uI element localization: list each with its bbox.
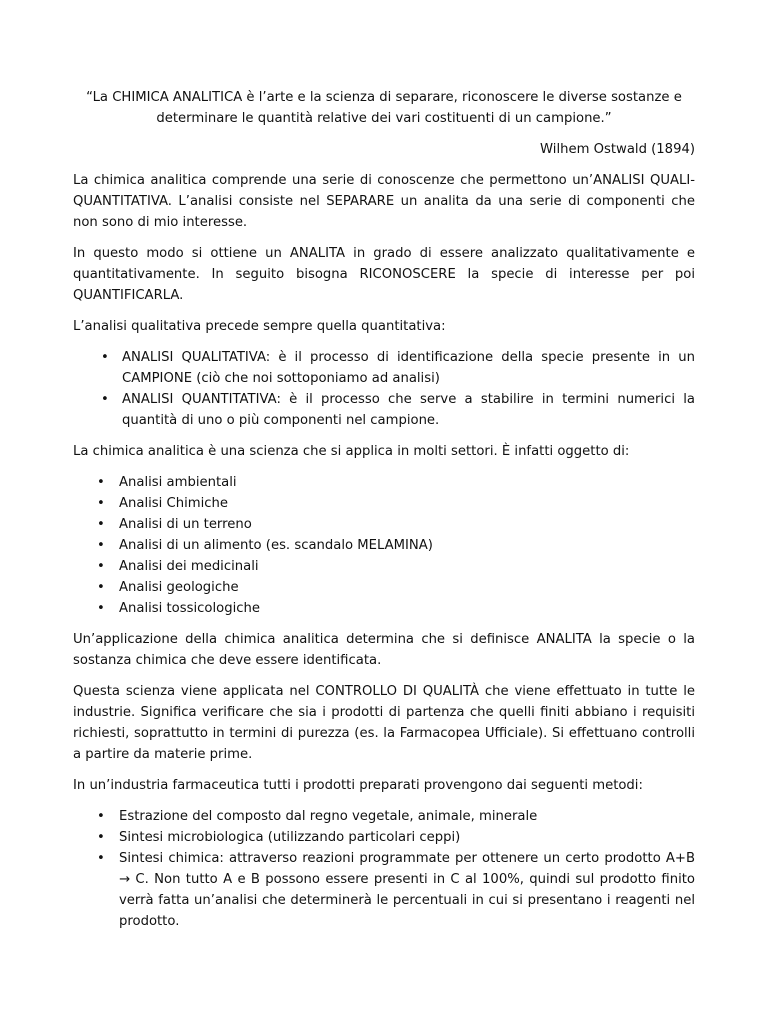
list-item-text: Sintesi microbiologica (utilizzando particolari ceppi) (119, 830, 461, 845)
paragraph: La chimica analitica comprende una serie di conoscenze che permettono un’ANALISI QUALI-QUANTITATIVA. L’analisi consiste nel SEPARARE un analita da una serie di componenti che non sono di mio interesse. (73, 173, 695, 230)
document-body (73, 87, 695, 932)
bullet-icon: • (97, 830, 105, 845)
list-item (73, 347, 695, 389)
bullet-icon: • (97, 517, 105, 532)
list-item-text: Sintesi chimica: attraverso reazioni programmate per ottenere un certo prodotto A+B → C. Non tutto A e B possono essere presenti in C al 100%, quindi sul prodotto finito verrà fatta un’analisi che determinerà le percentuali in cui si presentano i reagenti nel prodotto. (119, 851, 695, 929)
bullet-icon: • (97, 538, 105, 553)
paragraph: La chimica analitica è una scienza che si applica in molti settori. È infatti oggetto di: (73, 444, 630, 459)
bullet-icon: • (97, 601, 105, 616)
list-item-text: Analisi di un terreno (119, 517, 252, 532)
list-item-text: ANALISI QUALITATIVA: è il processo di identificazione della specie presente in un CAMPIONE (ciò che noi sottoponiamo ad analisi) (122, 350, 695, 386)
bullet-icon: • (97, 496, 105, 511)
list-item (73, 577, 695, 598)
list-item (73, 598, 695, 619)
paragraph: In questo modo si ottiene un ANALITA in grado di essere analizzato qualitativamente e quantitativamente. In seguito bisogna RICONOSCERE la specie di interesse per poi QUANTIFICARLA. (73, 246, 695, 303)
list-item (73, 827, 695, 848)
list-item (73, 493, 695, 514)
paragraph: In un’industria farmaceutica tutti i prodotti preparati provengono dai seguenti metodi: (73, 778, 643, 793)
bullet-icon: • (101, 350, 109, 365)
list-item (73, 472, 695, 493)
list-item (73, 514, 695, 535)
bullet-icon: • (97, 580, 105, 595)
bullet-icon: • (97, 475, 105, 490)
production-methods-list (73, 806, 695, 932)
list-item (73, 806, 695, 827)
quote-attribution: Wilhem Ostwald (1894) (540, 142, 695, 157)
paragraph: L’analisi qualitativa precede sempre quella quantitativa: (73, 319, 446, 334)
list-item-text: Analisi ambientali (119, 475, 237, 490)
list-item-text: Analisi tossicologiche (119, 601, 260, 616)
paragraph: Questa scienza viene applicata nel CONTROLLO DI QUALITÀ che viene effettuato in tutte le industrie. Significa verificare che sia i prodotti di partenza che quelli finiti abbiano i requisiti richiesti, soprattutto in termini di purezza (es. la Farmacopea Ufficiale). Si effettuano controlli a partire da materie prime. (73, 684, 695, 762)
list-item-text: Estrazione del composto dal regno vegetale, animale, minerale (119, 809, 538, 824)
list-item-text: Analisi geologiche (119, 580, 239, 595)
list-item (73, 535, 695, 556)
list-item-text: Analisi dei medicinali (119, 559, 259, 574)
list-item-text: Analisi di un alimento (es. scandalo MELAMINA) (119, 538, 433, 553)
bullet-icon: • (101, 392, 109, 407)
list-item (73, 848, 695, 932)
bullet-icon: • (97, 559, 105, 574)
bullet-icon: • (97, 851, 105, 866)
paragraph: Un’applicazione della chimica analitica determina che si definisce ANALITA la specie o la sostanza chimica che deve essere identificata. (73, 632, 695, 668)
bullet-icon: • (97, 809, 105, 824)
list-item-text: Analisi Chimiche (119, 496, 228, 511)
list-item (73, 389, 695, 431)
list-item (73, 556, 695, 577)
epigraph-quote: “La CHIMICA ANALITICA è l’arte e la scienza di separare, riconoscere le diverse sostanze e determinare le quantità relative dei vari costituenti di un campione.” (86, 90, 682, 126)
application-sectors-list (73, 472, 695, 619)
analysis-types-list (73, 347, 695, 431)
list-item-text: ANALISI QUANTITATIVA: è il processo che serve a stabilire in termini numerici la quantità di uno o più componenti nel campione. (122, 392, 695, 428)
